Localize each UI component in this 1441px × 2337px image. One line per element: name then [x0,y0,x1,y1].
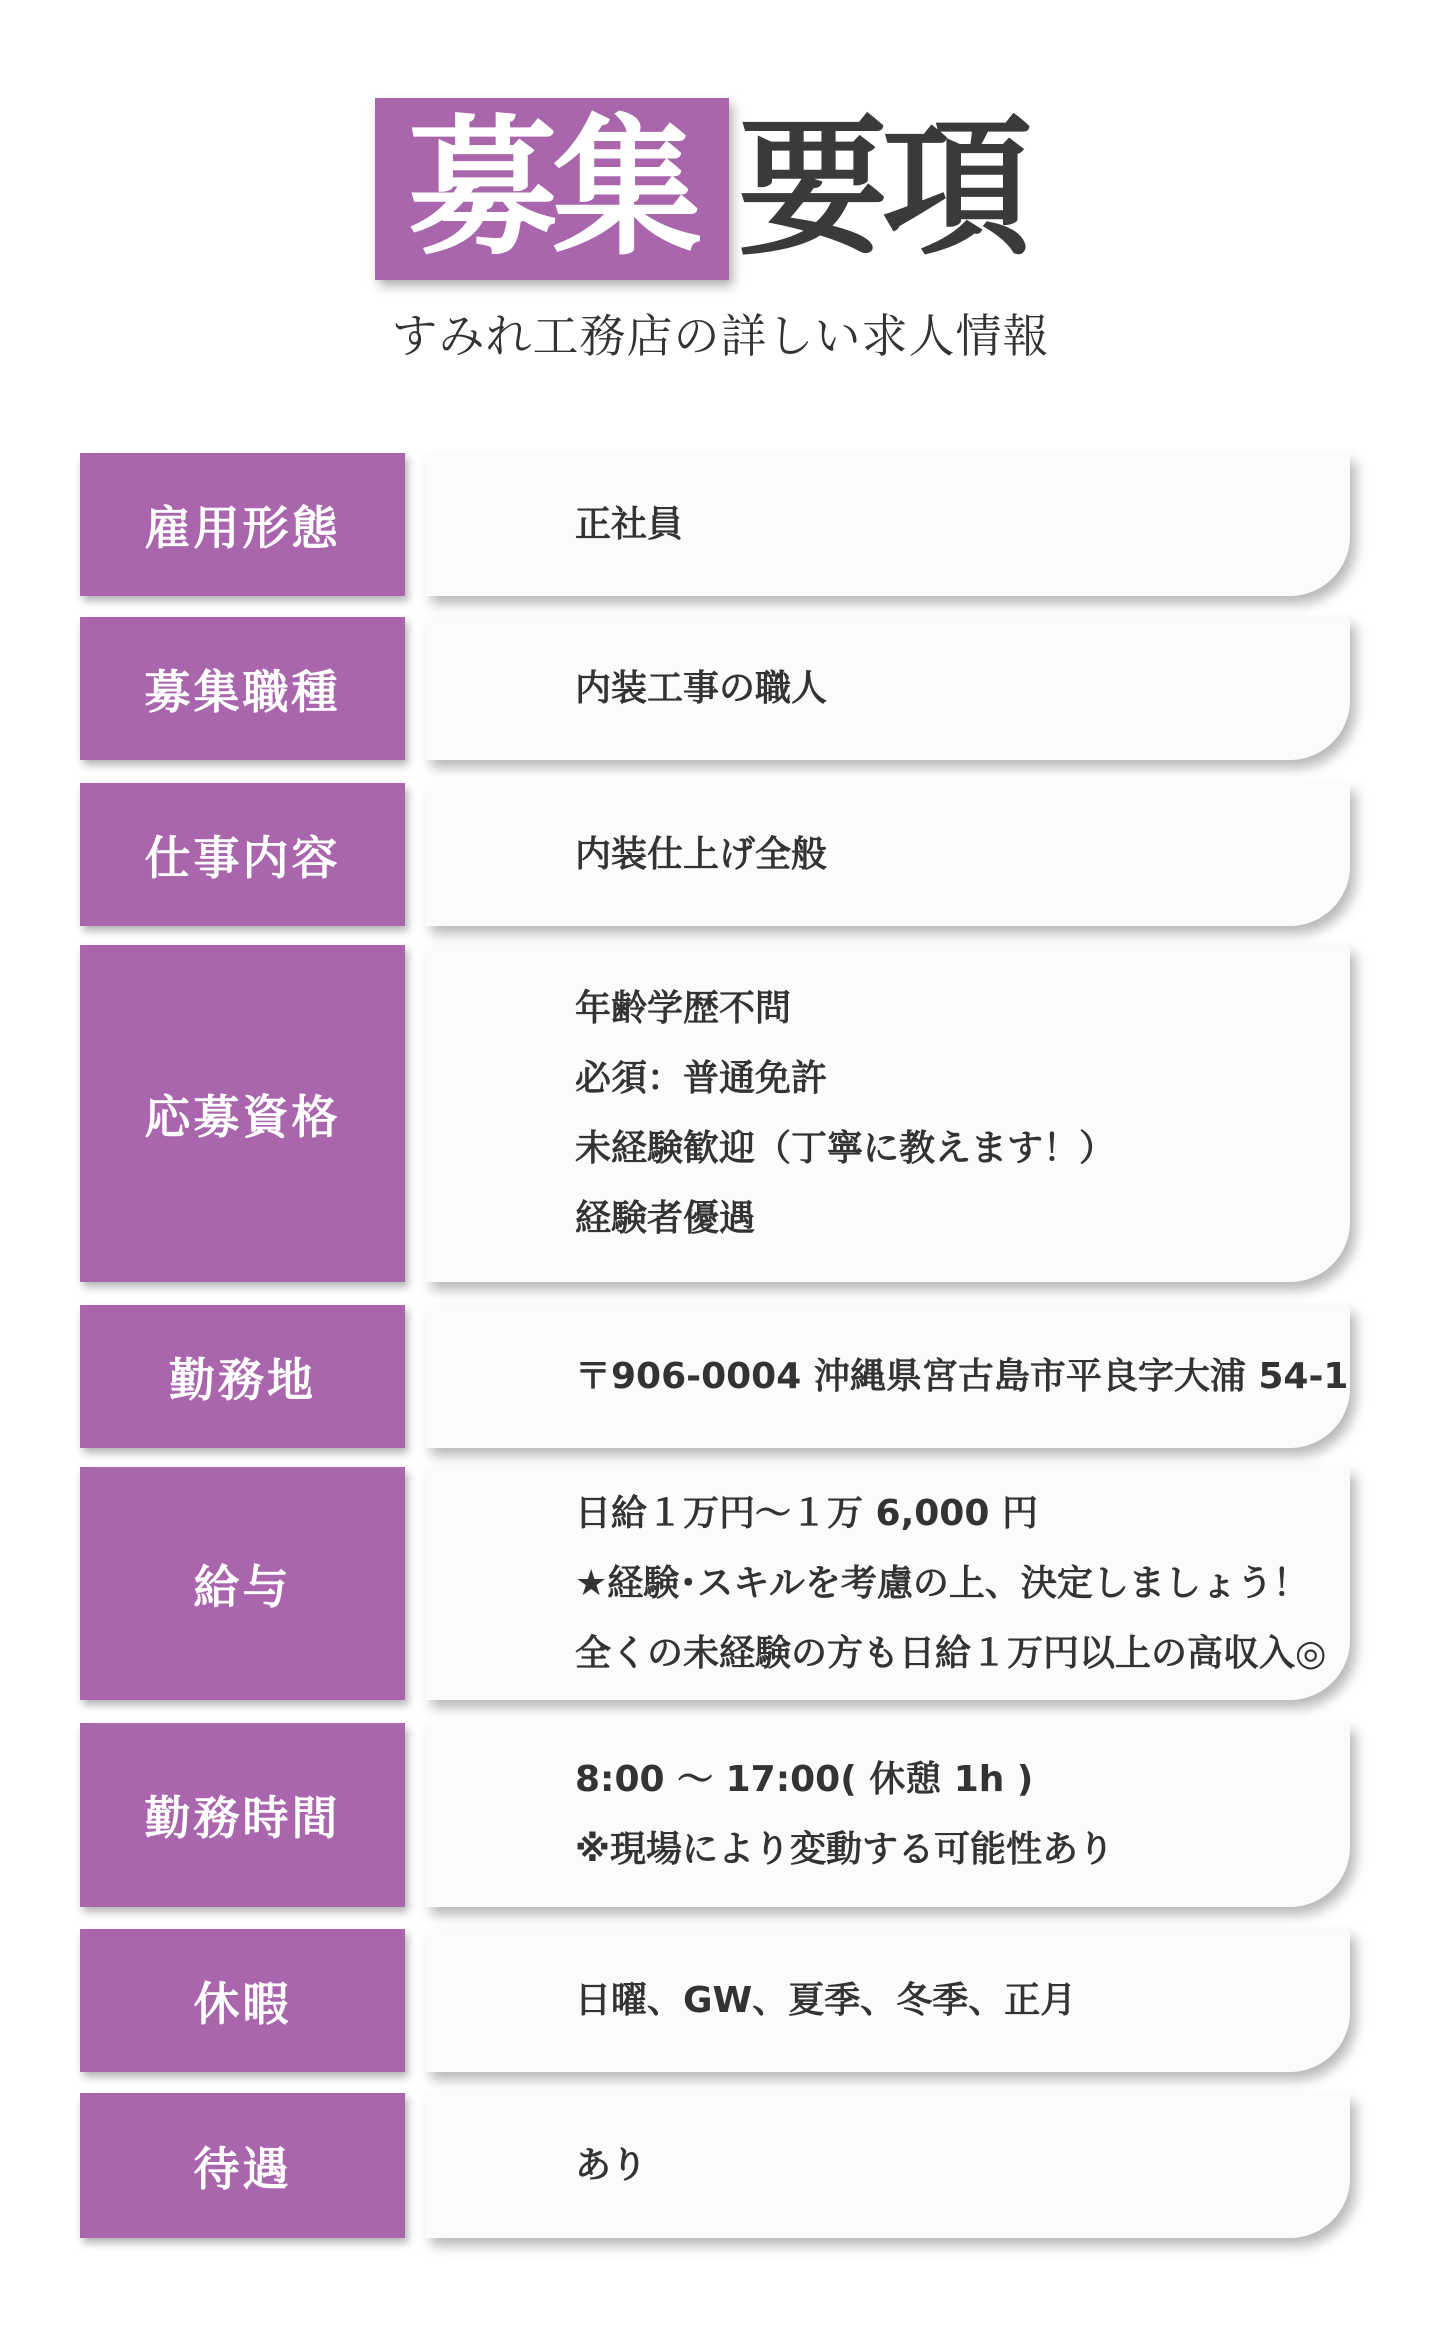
row-label: 勤務地 [80,1305,405,1448]
page-subtitle: すみれ工務店の詳しい求人情報 [391,309,1050,363]
row-position [80,617,1360,760]
row-salary [80,1467,1360,1700]
value-line: 日曜、GW、夏季、冬季、正月 [575,1979,1077,2021]
row-job-description [80,783,1360,926]
row-label: 仕事内容 [80,783,405,926]
value-line: ★経験･スキルを考慮の上、決定しましょう！ [575,1562,1309,1604]
row-working-hours [80,1723,1360,1907]
value-line: 内装仕上げ全般 [575,833,828,875]
row-location [80,1305,1360,1448]
row-value [425,1723,1350,1907]
row-value [425,945,1350,1282]
row-qualifications [80,945,1360,1282]
row-value [425,617,1350,760]
row-value [425,783,1350,926]
value-line: 日給１万円～１万 6,000 円 [575,1492,1038,1534]
value-line: 未経験歓迎（丁寧に教えます！） [575,1127,1116,1169]
value-line: 全くの未経験の方も日給１万円以上の高収入◎ [575,1632,1327,1674]
row-holidays [80,1929,1360,2072]
row-label: 募集職種 [80,617,405,760]
value-line: 正社員 [575,503,684,545]
value-line: 年齢学歴不問 [575,987,792,1029]
value-line: 内装工事の職人 [575,667,828,709]
row-value [425,2093,1350,2238]
value-line: 〒906-0004 沖縄県宮古島市平良字大浦 54-1 [575,1355,1349,1397]
value-line: 必須：普通免許 [575,1057,828,1099]
title-rest: 要項 [738,102,1027,276]
title-highlight: 募集 [375,98,729,280]
row-value [425,1929,1350,2072]
value-line: ※現場により変動する可能性あり [575,1829,1114,1870]
value-line: 経験者優遇 [575,1197,756,1239]
row-label: 雇用形態 [80,453,405,596]
page-title [0,98,1441,280]
row-label: 待遇 [80,2093,405,2238]
row-value [425,1305,1350,1448]
row-label: 勤務時間 [80,1723,405,1907]
row-value [425,1467,1350,1700]
row-label: 休暇 [80,1929,405,2072]
row-value [425,453,1350,596]
row-label: 応募資格 [80,945,405,1282]
row-benefits [80,2093,1360,2238]
value-line: 8:00 ～ 17:00( 休憩 1h ) [575,1759,1034,1800]
row-employment-type [80,453,1360,596]
row-label: 給与 [80,1467,405,1700]
value-line: あり [575,2144,648,2186]
